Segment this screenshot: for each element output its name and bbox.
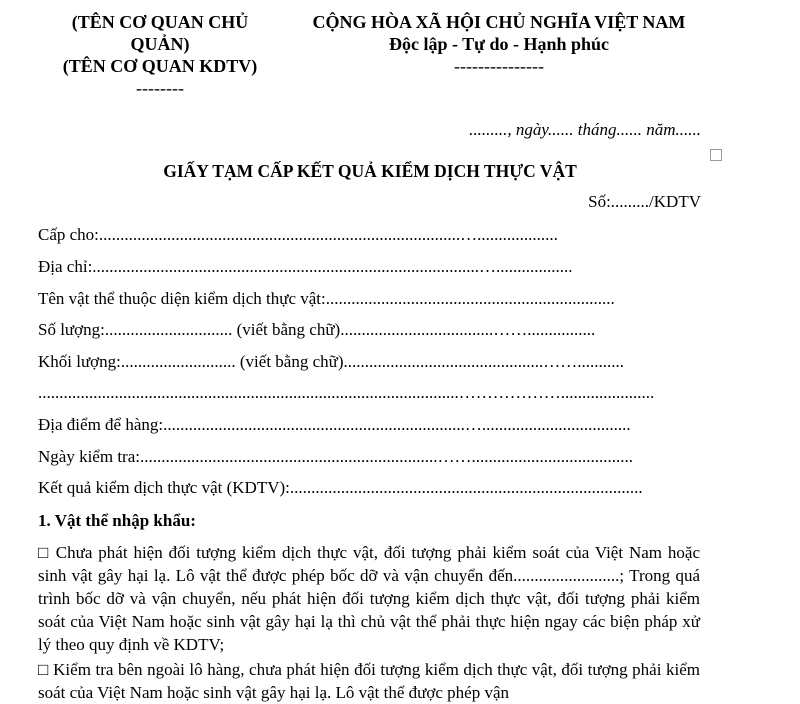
field-kdtv-result: Kết quả kiểm dịch thực vật (KDTV):................................................................................... — [38, 478, 643, 497]
field-address: Địa chỉ:...........................................................................................….................. — [38, 257, 573, 276]
paragraph-1: □ Chưa phát hiện đối tượng kiểm dịch thực vật, đối tượng phải kiểm soát của Việt Nam hoặc sinh vật gây hại lạ. Lô vật thể được phép bốc dỡ và vận chuyển đến.........................; Trong quá trình bốc dỡ và vận chuyển, nếu phát hiện đối tượng kiểm dịch thực vật, đối tượng phải kiểm soát của Việt Nam hoặc sinh vật gây hại lạ thì chủ vật thể phải thực hiện ngay các biện pháp xử lý theo quy định về KDTV; — [38, 543, 700, 654]
agency-block — [40, 11, 280, 99]
republic-block — [290, 11, 708, 77]
date-line: ........., ngày...... tháng...... năm...... — [469, 120, 701, 139]
motto-rule: --------------- — [454, 56, 544, 76]
field-inspection-date: Ngày kiểm tra:......................................................................……...................................... — [38, 447, 633, 466]
paragraph-2: □ Kiểm tra bên ngoài lô hàng, chưa phát hiện đối tượng kiểm dịch thực vật, đối tượng phải kiểm soát của Việt Nam hoặc sinh vật gây hại lạ. Lô vật thể được phép vận — [38, 660, 700, 702]
field-weight: Khối lượng:........................... (viết bằng chữ)...............................................……........... — [38, 352, 625, 371]
section-1-heading: 1. Vật thể nhập khẩu: — [38, 511, 196, 530]
agency-line-3: (TÊN CƠ QUAN KDTV) — [62, 56, 258, 76]
checkbox-icon[interactable] — [710, 149, 722, 161]
field-issued-to: Cấp cho:.....................................................................................…................... — [38, 225, 558, 244]
agency-line-2: QUẢN) — [130, 34, 190, 54]
document-title: GIẤY TẠM CẤP KẾT QUẢ KIỂM DỊCH THỰC VẬT — [163, 161, 577, 181]
agency-rule: -------- — [136, 78, 184, 98]
field-continuation: ...................................................................................................………………...................... — [38, 383, 655, 402]
field-storage-location: Địa điểm để hàng:.......................................................................…................................... — [38, 415, 631, 434]
republic-title: CỘNG HÒA XÃ HỘI CHỦ NGHĨA VIỆT NAM — [312, 12, 686, 32]
agency-line-1: (TÊN CƠ QUAN CHỦ — [71, 12, 249, 32]
motto: Độc lập - Tự do - Hạnh phúc — [388, 34, 610, 54]
field-quantity: Số lượng:.............................. (viết bằng chữ)....................................……................ — [38, 320, 596, 339]
field-object-name: Tên vật thể thuộc diện kiểm dịch thực vật:.................................................................... — [38, 289, 615, 308]
document-number: Số:........./KDTV — [588, 192, 701, 211]
